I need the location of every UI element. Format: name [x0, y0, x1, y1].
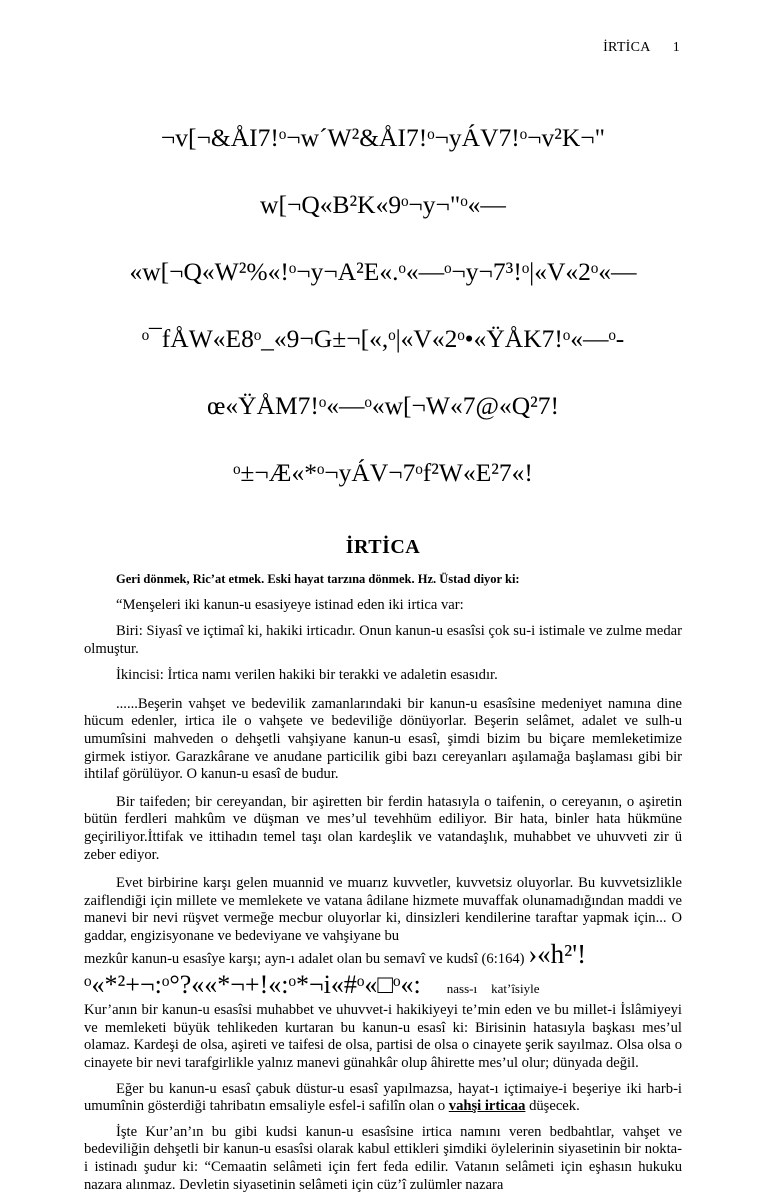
- definition-subtitle: Geri dönmek, Ric’at etmek. Eski hayat tarzına dönmek. Hz. Üstad diyor ki:: [116, 571, 520, 586]
- paragraph-iste: İşte Kur’an’ın bu gibi kudsi kanun-u esasîsine irtica namını veren bedbahtlar, vahşet ve bedeviliğin dehşetli bir kanun-u esasîsi olarak kabul ettikleri şimdiki öylelerinin siyasetinin bir nokta-i istinadı şudur ki: “Cemaatin selâmeti için fert feda edilir. Vatanın selâmeti için eşhasın hukuku nazara alınmaz. Devletin siyasetinin selâmeti için cüz’î zulümler nazara: [84, 1123, 682, 1193]
- garbled-line: ¬v[¬&ÅI7!ᵒ¬w´W²&ÅI7!ᵒ¬yÁV7!ᵒ¬v²K¬": [160, 122, 606, 152]
- eger-text-end: düşecek.: [529, 1098, 580, 1115]
- eger-text: Eğer bu kanun-u esasî çabuk düstur-u esasî yapılmazsa, hayat-ı içtimaiye-i beşeriye iki harb-i umumînin gösterdiği tahribatın emsaliyle esfel-i safilîn olan o: [84, 1080, 682, 1115]
- garbled-arabic-heading: [84, 0, 682, 523]
- paragraph-taifeden: Bir taifeden; bir cereyandan, bir aşiretten bir ferdin hatasıyla o taifenin, o cereyanın, o aşiretin bütün ferdleri mahkûm ve düşman ve mes’ul tevehhüm ediliyor. Bir hata, binler hata hükmüne geçiriliyor.İttifak ve ittihadın temel taşı olan kardeşlik ve vatandaşlık, muhabbet ve uhuvveti zir ü zeber ediyor.: [84, 793, 682, 863]
- kuran-kanun-text: Kur’anın bir kanun-u esasîsi muhabbet ve uhuvvet-i hakikiyeyi te’min eden ve bu millet-i İslâmiyeyi ve memleketi büyük tehlikeden kurtaran bu kanun-u esasî ki: Birisinin hatasıyla başkası mes’ul olamaz. Kardeşi de olsa, aşireti ve taifesi de olsa, partisi de olsa o cinayete şerik sayılmaz. Olsa olsa o cinayete bir nevi tarafgirlikle yalnız manevi günahkâr olup âhirette mes’ul olur; dünyada değil.: [84, 1002, 682, 1071]
- garbled-line: ᵒ¯fÅW«E8ᵒ_«9¬G±¬[«,ᵒ|«V«2ᵒ•«ŸÅK7!ᵒ«—ᵒ-: [141, 323, 625, 353]
- paragraph-beserin: ......Beşerin vahşet ve bedevilik zamanlarındaki bir kanun-u esasîsine medeniyet namına dine hücum edenler, irtica ile o vahşete ve bedeviliğe dönüyorlar. Beşerin selâmet, adalet ve sulh-u umumîsini mahveden o dehşetli vahşiyane kanun-u esasî, şimdi bizim bu biçare memleketimize girmek istiyor. Garazkârane ve anudane particilik gibi bazı cereyanları aşılamağa başlaması gibi bir ihtilaf görülüyor. O kanun-u esasî de budur.: [84, 695, 682, 783]
- emphasis-vahsi-irticaa: vahşi irticaa: [448, 1098, 526, 1115]
- paragraph-intro: “Menşeleri iki kanun-u esasiyeye istinad eden iki irtica var:: [116, 596, 464, 613]
- paragraph-eger: [84, 1081, 682, 1116]
- paragraph-second: İkincisi: İrtica namı verilen hakiki bir terakki ve adaletin esasıdır.: [116, 667, 498, 684]
- mezkur-text: mezkûr kanun-u esasîye karşı; ayn-ı adalet olan bu semavî ve kudsî (6:164): [84, 950, 525, 967]
- paragraph-first: Biri: Siyasî ve içtimaî ki, hakiki irticadır. Onun kanun-u esasîsi çok su-i istimale ve zulme medar olmuştur.: [84, 623, 682, 657]
- paragraph-evet: Evet birbirine karşı gelen muannid ve muarız kuvvetler, kuvvetsiz oluyorlar. Bu kuvvetsizlikle zaiflendiği için millete ve memlekete ve vatana âdilane hizmete muvaffak olunamadığından maddi ve manevi bir nevi rüşvet vermeğe mecbur oluyorlar ki, dinsizleri kendilerine taraftar yapmak için... O gaddar, engizisyonane ve bedeviyane ve vahşiyane bu: [84, 875, 682, 944]
- running-title: İRTİCA: [603, 40, 651, 55]
- garbled-line: œ«ŸÅM7!ᵒ«—ᵒ«w[¬W«7@«Q²7!: [207, 390, 559, 420]
- garbled-line: w[¬Q«B²K«9ᵒ¬y¬"ᵒ«—: [260, 189, 506, 219]
- page-header: [603, 40, 680, 56]
- garbled-line: ᵒ±¬Æ«*ᵒ¬yÁV¬7ᵒf²W«E²7«!: [233, 457, 533, 487]
- arabic-verse-start: ›«h²'!: [528, 938, 587, 969]
- document-title: İRTİCA: [345, 535, 421, 558]
- paragraph-mezkur: [84, 938, 682, 1073]
- nass-label: nass-ı: [446, 981, 478, 997]
- katisiyle-label: kat’îsiyle: [491, 981, 540, 997]
- garbled-line: «w[¬Q«W²%«!ᵒ¬y¬A²E«.ᵒ«—ᵒ¬y¬7³!ᵒ|«V«2ᵒ«—: [129, 256, 637, 286]
- arabic-verse-continued: ᵒ«*²+¬:ᵒ°?««*¬+!«:ᵒ*¬i«#ᵒ«□ᵒ«:: [84, 970, 421, 1000]
- page-number: 1: [672, 40, 680, 55]
